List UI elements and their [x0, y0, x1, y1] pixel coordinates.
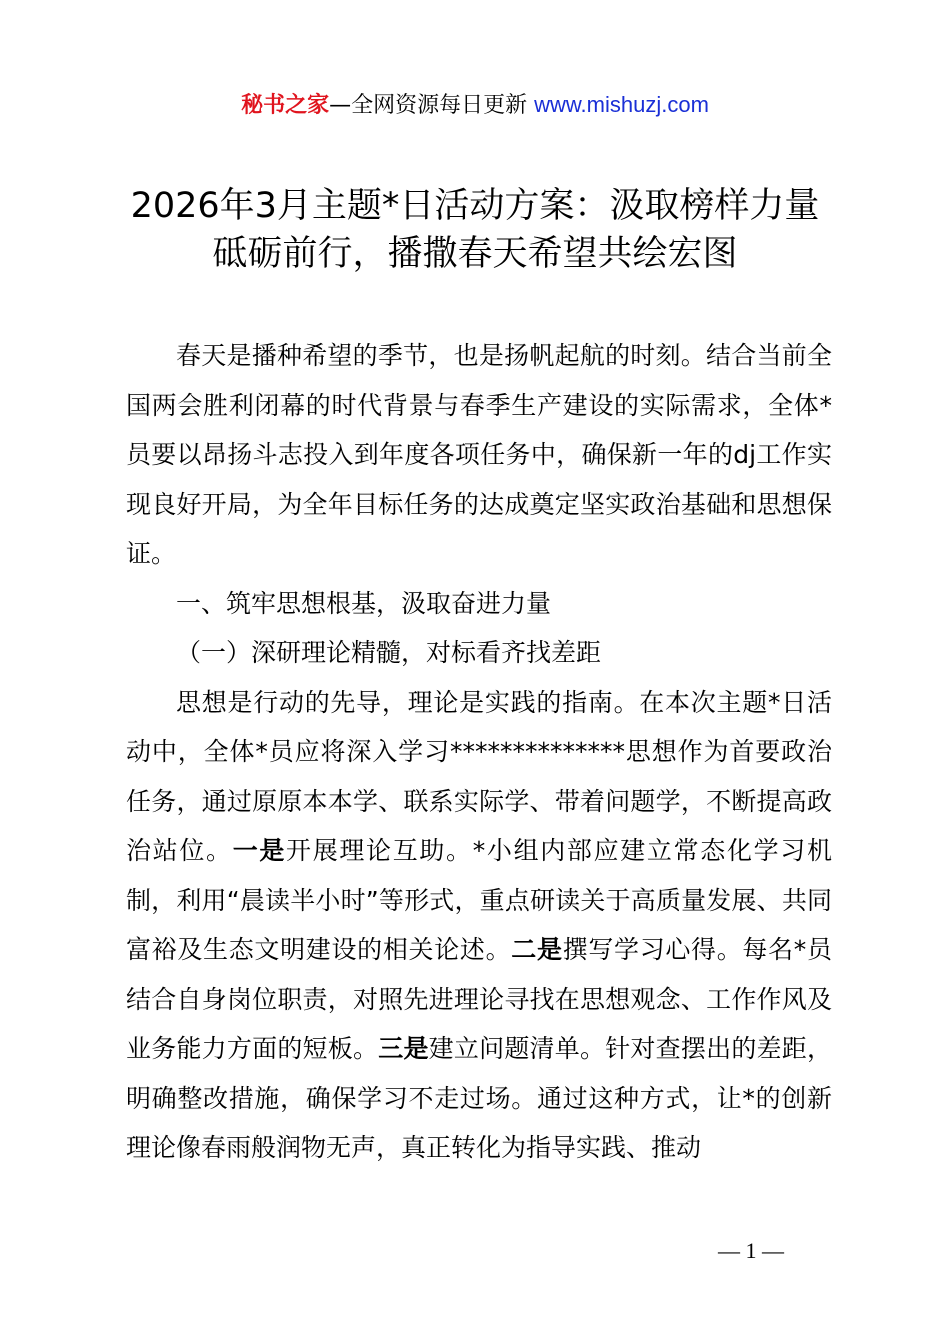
subsection-heading: （一）深研理论精髓，对标看齐找差距	[176, 638, 602, 667]
brand-name: 秘书之家	[241, 93, 330, 118]
header-tagline: —全网资源每日更新	[329, 93, 528, 118]
title-line-1: 2026年3月主题*日活动方案：汲取榜样力量	[130, 186, 820, 226]
point-1-label: 一是	[232, 836, 287, 865]
point-3-label: 三是	[378, 1034, 429, 1063]
page-number: — 1 —	[718, 1238, 784, 1263]
title-line-2: 砥砺前行，播撒春天希望共绘宏图	[212, 234, 738, 274]
site-url-link[interactable]: www.mishuzj.com	[534, 92, 709, 117]
site-header	[0, 88, 950, 123]
document-title	[100, 182, 850, 278]
point-2-label: 二是	[511, 935, 563, 964]
paragraph-lead: 思想是行动的先导，理论是实践的指南。在本次主题*日活动中，全体*员应将深入学习**************思想作为首要政治任务，通过原原本本学、联系实际学、带着问题学，不断提高政治站位。	[126, 687, 832, 865]
point-2-text: 撰写学习心得。每名*员结合自身岗位职责，对照先进理论寻找在思想观念、工作作风及业务能力方面的短板。	[126, 935, 832, 1063]
document-body	[126, 331, 832, 1173]
intro-paragraph: 春天是播种希望的季节，也是扬帆起航的时刻。结合当前全国两会胜利闭幕的时代背景与春季生产建设的实际需求，全体*员要以昂扬斗志投入到年度各项任务中，确保新一年的dj工作实现良好开局，为全年目标任务的达成奠定坚实政治基础和思想保证。	[126, 341, 832, 568]
section-heading: 一、筑牢思想根基，汲取奋进力量	[176, 588, 552, 618]
point-3-text: 建立问题清单。针对查摆出的差距，明确整改措施，确保学习不走过场。通过这种方式，让*的创新理论像春雨般润物无声，真正转化为指导实践、推动	[126, 1034, 832, 1162]
point-1-text: 开展理论互助。*小组内部应建立常态化学习机制，利用“晨读半小时”等形式，重点研读关于高质量发展、共同富裕及生态文明建设的相关论述。	[126, 836, 832, 964]
section-paragraph	[126, 678, 832, 1173]
